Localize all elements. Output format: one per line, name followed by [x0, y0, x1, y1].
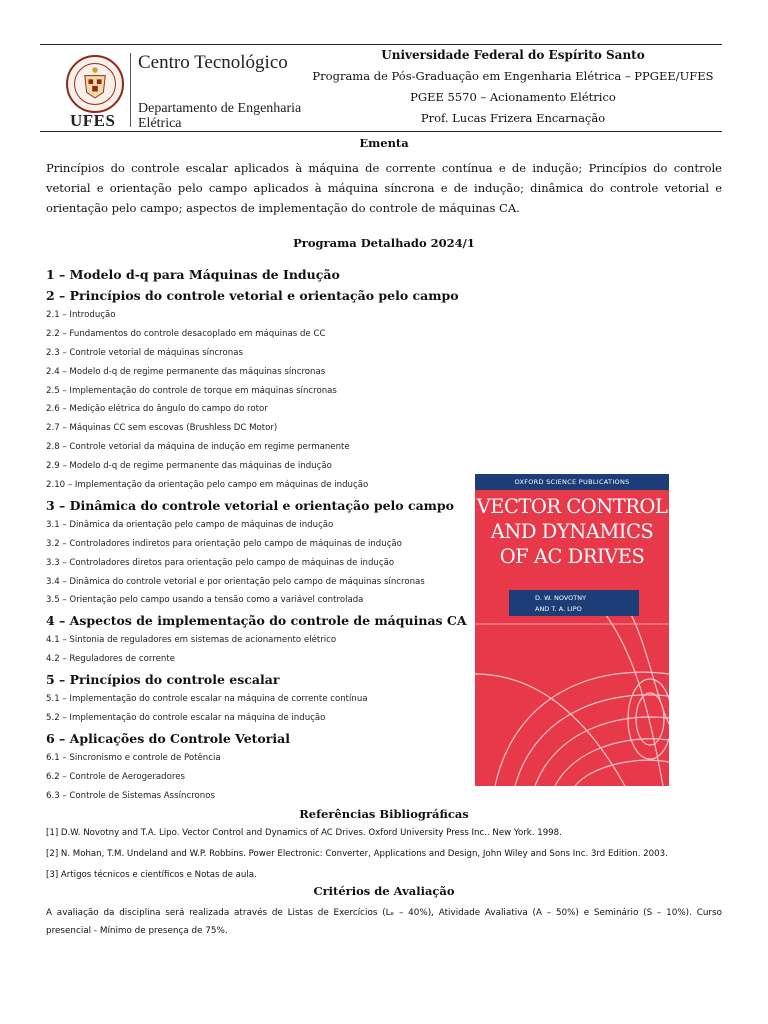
course-name: PGEE 5570 – Acionamento Elétrico [410, 90, 616, 104]
section-heading: 6 – Aplicações do Controle Vetorial [46, 730, 290, 746]
book-title-line: AND DYNAMICS [490, 520, 654, 543]
ementa-text: Princípios do controle escalar aplicados à máquina de corrente contínua e de indução; Princípios do controle vetorial e orientação pelo campo aplicados à máquina síncrona e de indução; dinâmica do controle vetorial e orientação pelo campo; aspectos de implementação do controle de máquinas CA. [46, 161, 722, 215]
header-info [304, 45, 722, 129]
book-publisher-band: OXFORD SCIENCE PUBLICATIONS [475, 474, 669, 490]
section-heading: 2 – Princípios do controle vetorial e orientação pelo campo [46, 288, 459, 303]
ementa-title: Ementa [359, 136, 409, 150]
list-item: 3.3 – Controladores diretos para orientação pelo campo de máquinas de indução [46, 557, 395, 568]
list-item: 2.4 – Modelo d-q de regime permanente das máquinas síncronas [46, 366, 326, 377]
book-authors [509, 590, 639, 616]
university-name: Universidade Federal do Espírito Santo [381, 48, 645, 62]
logo-divider [130, 53, 131, 127]
avaliacao-text: A avaliação da disciplina será realizada através de Listas de Exercícios (Lₑ – 40%), Atividade Avaliativa (A – 50%) e Seminário (S – 10%). Curso presencial - Mínimo de presença de 75%. [46, 908, 722, 936]
reference-item: [1] D.W. Novotny and T.A. Lipo. Vector Control and Dynamics of AC Drives. Oxford University Press Inc.. New York. 1998. [46, 828, 562, 838]
section-heading: 4 – Aspectos de implementação do controle de máquinas CA [46, 613, 467, 629]
ufes-logo [66, 51, 302, 131]
list-item: 3.5 – Orientação pelo campo usando a tensão como a variável controlada [46, 595, 364, 606]
book-cover-image [475, 474, 669, 786]
reference-item: [2] N. Mohan, T.M. Undeland and W.P. Robbins. Power Electronic: Converter, Applications and Design, John Wiley and Sons Inc. 3rd Edition. 2003. [46, 849, 668, 859]
list-item: 2.10 – Implementação da orientação pelo campo em máquinas de indução [46, 480, 369, 491]
avaliacao-title: Critérios de Avaliação [313, 884, 455, 898]
list-item: 4.1 – Sintonia de reguladores em sistemas de acionamento elétrico [46, 635, 337, 646]
programa-title: Programa Detalhado 2024/1 [293, 236, 475, 250]
list-item: 2.6 – Medição elétrica do ângulo do campo do rotor [46, 404, 268, 415]
section-heading: 1 – Modelo d-q para Máquinas de Indução [46, 267, 340, 282]
book-title-line: OF AC DRIVES [499, 545, 645, 568]
list-item: 2.7 – Máquinas CC sem escovas (Brushless DC Motor) [46, 423, 278, 434]
logo-department: Departamento de Engenharia Elétrica [138, 101, 302, 131]
list-item: 2.9 – Modelo d-q de regime permanente das máquinas de indução [46, 461, 332, 472]
referencias-title: Referências Bibliográficas [299, 807, 469, 821]
list-item: 2.2 – Fundamentos do controle desacoplado em máquinas de CC [46, 328, 326, 339]
book-author-line: AND T. A. LIPO [535, 605, 582, 613]
list-item: 3.2 – Controladores indiretos para orientação pelo campo de máquinas de indução [46, 538, 402, 549]
list-item: 5.1 – Implementação do controle escalar na máquina de corrente contínua [46, 694, 368, 705]
section-heading: 3 – Dinâmica do controle vetorial e orientação pelo campo [46, 497, 454, 513]
list-item: 5.2 – Implementação do controle escalar na máquina de indução [46, 713, 326, 724]
programa-list [46, 264, 466, 806]
book-title-line: VECTOR CONTROL [476, 495, 668, 518]
book-author-line: D. W. NOVOTNY [535, 594, 587, 602]
list-item: 6.1 – Sincronismo e controle de Potência [46, 752, 221, 763]
list-item: 6.3 – Controle de Sistemas Assíncronos [46, 790, 215, 801]
section-heading: 5 – Princípios do controle escalar [46, 672, 280, 688]
book-title [475, 490, 669, 569]
ufes-seal-icon [66, 55, 124, 113]
professor-name: Prof. Lucas Frizera Encarnação [420, 111, 606, 125]
references-list [46, 826, 726, 889]
list-item: 2.5 – Implementação do controle de torque em máquinas síncronas [46, 385, 337, 396]
reference-item: [3] Artigos técnicos e científicos e Notas de aula. [46, 870, 257, 880]
list-item: 3.1 – Dinâmica da orientação pelo campo de máquinas de indução [46, 519, 334, 530]
list-item: 2.1 – Introdução [46, 310, 116, 320]
list-item: 4.2 – Reguladores de corrente [46, 654, 175, 665]
list-item: 2.8 – Controle vetorial da máquina de indução em regime permanente [46, 442, 350, 453]
document-header [40, 44, 722, 132]
program-name: Programa de Pós-Graduação em Engenharia Elétrica – PPGEE/UFES [312, 69, 714, 83]
list-item: 3.4 – Dinâmica do controle vetorial e por orientação pelo campo de máquinas síncronas [46, 576, 425, 587]
list-item: 6.2 – Controle de Aerogeradores [46, 771, 185, 782]
list-item: 2.3 – Controle vetorial de máquinas síncronas [46, 347, 243, 358]
logo-center-name: Centro Tecnológico [138, 52, 288, 73]
logo-brand: UFES [70, 111, 116, 130]
